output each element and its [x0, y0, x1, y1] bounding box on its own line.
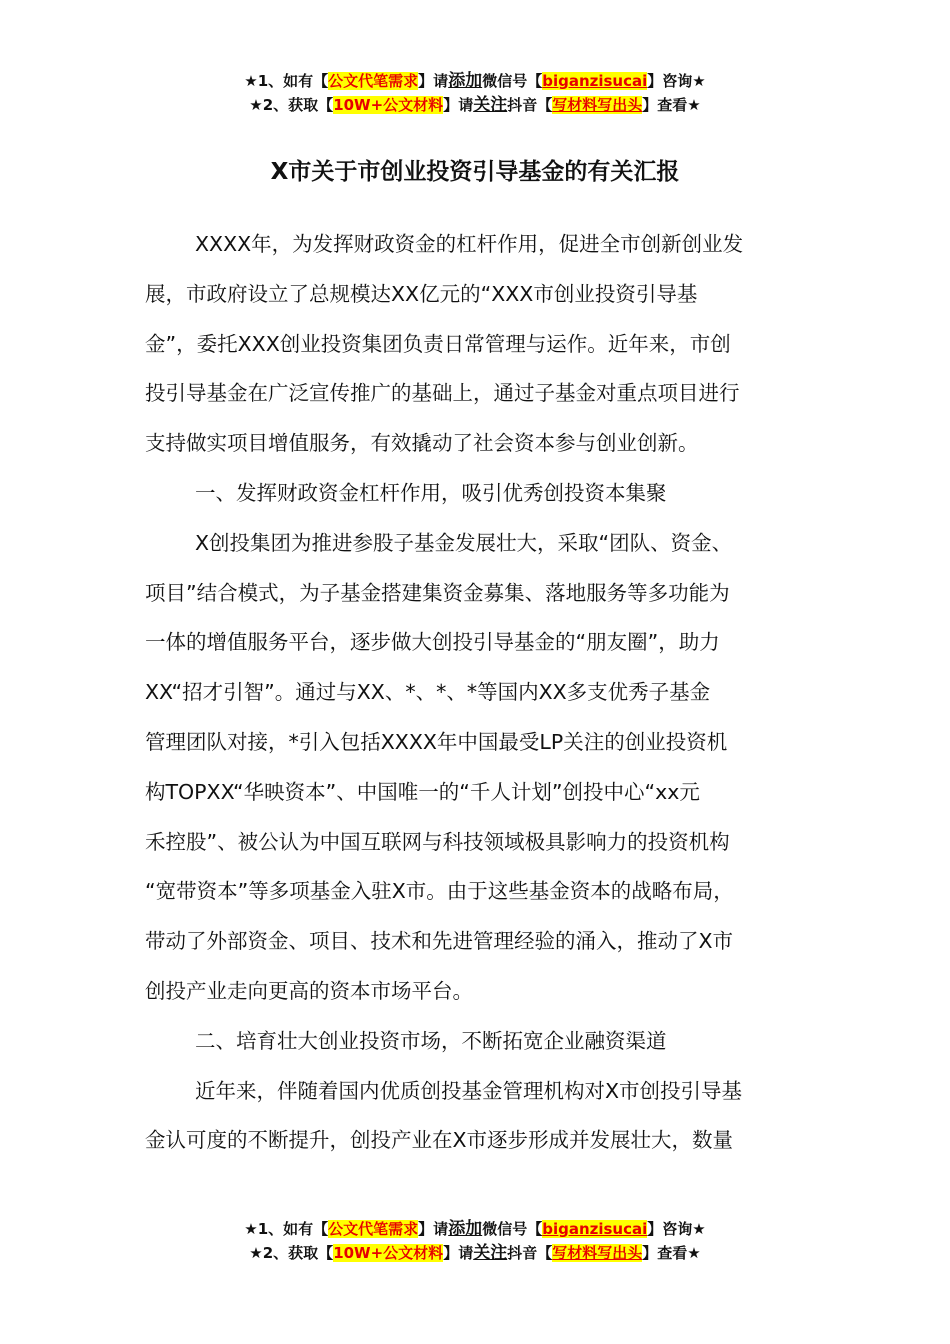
promo-text: 】咨询★	[647, 1220, 706, 1238]
promo-line-1	[0, 1217, 950, 1241]
promo-text: ★1、如有【	[244, 1220, 329, 1238]
promo-emphasis: 添加	[448, 1219, 483, 1239]
promo-douyin-id: 写材料写出头	[552, 1244, 643, 1262]
promo-text: 微信号【	[482, 72, 543, 90]
promo-text: 】请	[418, 1220, 449, 1238]
promo-highlight: 公文代笔需求	[328, 72, 419, 90]
promo-footer	[0, 1217, 950, 1265]
body-text-line: 投引导基金在广泛宣传推广的基础上，通过子基金对重点项目进行	[145, 381, 740, 406]
promo-emphasis: 关注	[473, 95, 508, 115]
promo-highlight: 10W+公文材料	[333, 1244, 444, 1262]
promo-line-1	[0, 69, 950, 93]
promo-text: 】请	[418, 72, 449, 90]
body-text-line: 禾控股”、被公认为中国互联网与科技领域极具影响力的投资机构	[145, 829, 730, 854]
promo-text: 抖音【	[507, 96, 553, 114]
body-text-line: 金认可度的不断提升，创投产业在X市逐步形成并发展壮大，数量	[145, 1128, 734, 1153]
body-text-line: 创投产业走向更高的资本市场平台。	[145, 979, 473, 1003]
promo-text: 】请	[443, 1244, 474, 1262]
body-text-line: 管理团队对接，*引入包括XXXX年中国最受LP关注的创业投资机	[145, 730, 728, 754]
promo-highlight: 10W+公文材料	[333, 96, 444, 114]
promo-text: 抖音【	[507, 1244, 553, 1262]
body-text-line: X创投集团为推进参股子基金发展壮大，采取“团队、资金、	[195, 530, 733, 555]
body-text-line: XXXX年，为发挥财政资金的杠杆作用，促进全市创新创业发	[195, 232, 744, 256]
body-text-line: “宽带资本”等多项基金入驻X市。由于这些基金资本的战略布局，	[145, 879, 734, 904]
promo-text: 】查看★	[642, 1244, 701, 1262]
promo-text: ★2、获取【	[249, 1244, 334, 1262]
section-heading: 一、发挥财政资金杠杆作用，吸引优秀创投资本集聚	[195, 481, 667, 505]
promo-highlight: 公文代笔需求	[328, 1220, 419, 1238]
body-text-line: XX“招才引智”。通过与XX、*、*、*等国内XX多支优秀子基金	[145, 680, 711, 705]
promo-line-2	[0, 1241, 950, 1265]
body-text-line: 近年来，伴随着国内优质创投基金管理机构对X市创投引导基	[195, 1078, 743, 1103]
body-text-line: 构TOPXX“华映资本”、中国唯一的“千人计划”创投中心“xx元	[145, 779, 700, 804]
body-text-line: 支持做实项目增值服务，有效撬动了社会资本参与创业创新。	[145, 431, 699, 456]
promo-emphasis: 添加	[448, 71, 483, 91]
section-heading: 二、培育壮大创业投资市场，不断拓宽企业融资渠道	[195, 1028, 667, 1053]
promo-text: 】咨询★	[647, 72, 706, 90]
promo-emphasis: 关注	[473, 1243, 508, 1263]
promo-text: 】查看★	[642, 96, 701, 114]
body-text-line: 金”，委托XXX创业投资集团负责日常管理与运作。近年来，市创	[145, 331, 731, 356]
promo-douyin-id: 写材料写出头	[552, 96, 643, 114]
body-text-line: 一体的增值服务平台，逐步做大创投引导基金的“朋友圈”，助力	[145, 630, 720, 655]
body-text-line: 带动了外部资金、项目、技术和先进管理经验的涌入，推动了X市	[145, 929, 734, 954]
promo-line-2	[0, 93, 950, 117]
promo-wechat-id: biganzisucai	[542, 72, 648, 90]
promo-text: 微信号【	[482, 1220, 543, 1238]
promo-text: ★2、获取【	[249, 96, 334, 114]
promo-text: 】请	[443, 96, 474, 114]
body-text-line: 展，市政府设立了总规模达XX亿元的“XXX市创业投资引导基	[145, 281, 698, 306]
promo-header	[0, 69, 950, 117]
document-title: X市关于市创业投资引导基金的有关汇报	[270, 159, 680, 185]
promo-wechat-id: biganzisucai	[542, 1220, 648, 1238]
promo-text: ★1、如有【	[244, 72, 329, 90]
body-text-line: 项目”结合模式，为子基金搭建集资金募集、落地服务等多功能为	[145, 580, 730, 605]
